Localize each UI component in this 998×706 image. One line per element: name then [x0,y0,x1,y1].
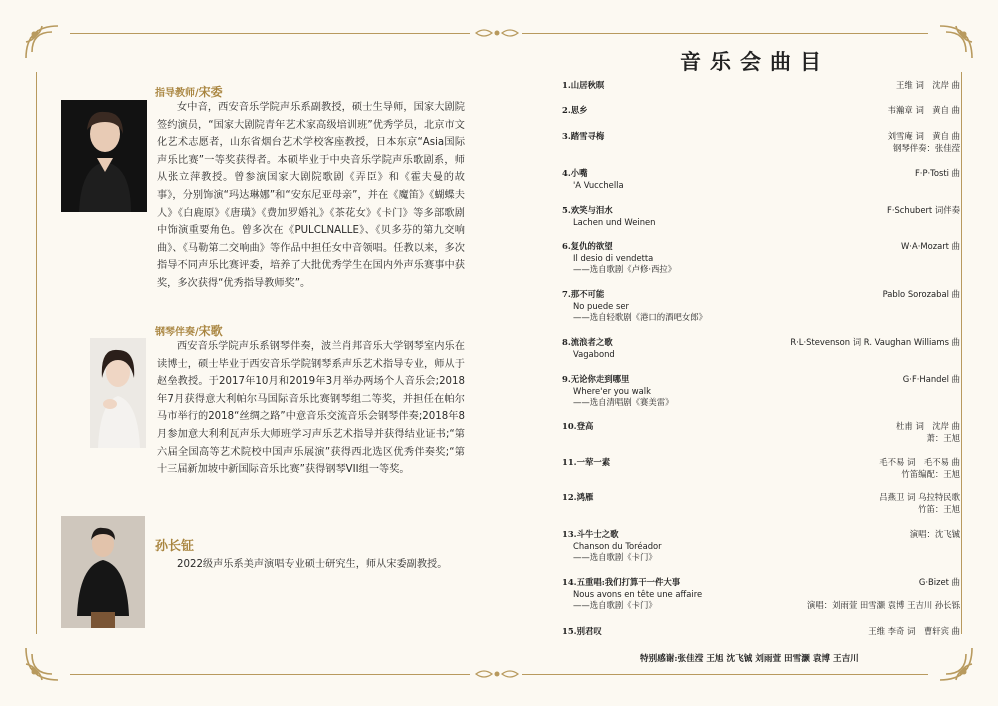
program-item-credits [790,337,960,349]
corner-ornament-bottom-right [936,644,976,684]
teacher-photo [61,100,147,212]
program-item-credit: 王维 词 沈岸 曲 [896,80,960,90]
program-item-credit: 王维 李奇 词 曹轩宾 曲 [868,626,960,636]
program-item-title: 9.无论你走到哪里 [562,374,630,384]
program-item-credit: G·F·Handel 曲 [902,374,960,384]
bottom-left-rule [70,674,470,675]
program-item-credit: 刘雪庵 词 黄自 曲 [887,131,960,141]
program-item-subtitle: No puede ser [573,300,629,311]
program-item [562,105,960,117]
right-rule [961,72,962,634]
program-item [562,168,960,191]
program-item-title: 8.流浪者之歌 [562,337,613,347]
program-item-subtitle: ——选自歌剧《卡门》 [573,600,657,610]
program-title: 音乐会曲目 [680,49,830,74]
program-item-credits [896,80,960,92]
teacher-role-label: 指导教师/ [155,88,199,99]
program-item-subtitle: ——选自歌剧《卢修·西拉》 [573,264,677,274]
program-item-credits [901,241,960,253]
program-item [562,421,960,443]
teacher-bio: 女中音，西安音乐学院声乐系副教授，硕士生导师，国家大剧院签约演员，“国家大剧院青年艺术家高级培训班”优秀学员，北京市文化艺术志愿者，山东省烟台艺术学校客座教授，日本东京“Asia国际声乐比赛”一等奖获得者。本硕毕业于中央音乐学院声乐歌剧系，师从张立萍教授。曾参演国家大剧院歌剧《弄臣》和《霍夫曼的故事》，分别饰演“玛达琳娜”和“安东尼亚母亲”，并在《魔笛》《蝴蝶夫人》《白鹿原》《唐璜》《费加罗婚礼》《茶花女》《卡门》等多部歌剧中饰演重要角色。曾多次在《PULCLNALLE》、《贝多芬的第九交响曲》、《马勒第二交响曲》等作品中担任女中音领唱。任教以来，多次指导不同声乐比赛评委，培养了大批优秀学生在国内外声乐赛事中获奖，多次获得“优秀指导教师奖”。 [157,102,465,289]
program-item-subtitle: Il desio di vendetta [573,252,654,263]
program-item-credit: 杜甫 词 沈岸 曲 [896,421,960,431]
top-left-rule [70,33,470,34]
program-item-title: 5.欢笑与泪水 [562,205,613,215]
program-item-credit: F·P·Tosti 曲 [914,168,960,178]
program-item-title: 7.那不可能 [562,289,605,299]
program-item-subtitle: Where'er you walk [573,385,651,396]
corner-ornament-top-left [22,22,62,62]
pianist-role [155,322,223,339]
program-item-credits [879,457,960,480]
program-item [562,492,960,514]
corner-ornament-top-right [936,22,976,62]
program-item-credit: R·L·Stevenson 词 R. Vaughan Williams 曲 [790,337,960,347]
program-item-credit: 演唱：沈飞铖 [909,529,960,539]
program-item-credits [868,626,960,638]
program-item [562,374,960,409]
teacher-name: 宋委 [198,85,223,99]
program-item [562,131,960,153]
program-item-title: 12.鸿雁 [562,492,594,502]
bottom-center-ornament [474,668,520,680]
program-item-credits [807,577,960,612]
pianist-role-label: 钢琴伴奏/ [155,327,199,338]
program-item-title: 2.思乡 [562,105,588,115]
program-item-credits [887,205,960,217]
bottom-right-rule [522,674,928,675]
program-item-credits [883,289,960,301]
program-item-credit: 竹笛编配：王旭 [901,468,960,479]
left-rule [36,72,37,634]
program-item-title: 1.山居秋暝 [562,80,605,90]
program-item-title: 11.一荤一素 [562,457,611,467]
program-item [562,205,960,228]
program-item-credits [888,131,960,154]
special-thanks: 特别感谢:张佳滢 王旭 沈飞铖 刘雨萱 田雪灏 袁博 王吉川 [640,654,859,664]
program-item-credits [879,492,960,515]
program-item [562,626,960,638]
program-item-credit: 吕燕卫 词 乌拉特民歌 [879,492,960,502]
program-item-credits [910,529,960,541]
program-item-subtitle: ——选自清唱剧《赛美雷》 [573,397,674,407]
program-item-credit: F·Schubert 词伴奏 [887,205,960,215]
program-item-title: 4.小嘴 [562,168,588,178]
top-center-ornament [474,27,520,39]
teacher-role [155,83,223,100]
program-item-title: 3.踏雪寻梅 [562,131,605,141]
program-item-title: 10.登高 [562,421,594,431]
program-item-credit: 演唱：刘雨萱 田雪灏 袁博 王吉川 孙长铄 [806,600,960,610]
program-item [562,289,960,324]
program-item-subtitle: Nous avons en tête une affaire [573,588,703,599]
program-item-credit: Pablo Sorozabal 曲 [882,289,960,299]
top-right-rule [522,33,928,34]
program-item-credit: 韦瀚章 词 黄自 曲 [887,105,960,115]
program-item [562,577,960,612]
program-item-credits [915,168,960,180]
program-item-credit: 竹笛：王旭 [918,503,960,514]
student-bio: 2022级声乐系美声演唱专业硕士研究生，师从宋委副教授。 [177,559,448,570]
program-item-subtitle: ——选自轻歌剧《港口的酒吧女郎》 [573,312,707,322]
program-item-title: 13.斗牛士之歌 [562,529,619,539]
program-item-subtitle: Lachen und Weinen [573,216,656,227]
program-item-credits [896,421,960,444]
program-item-credit [807,589,960,601]
program-item-subtitle: ——选自歌剧《卡门》 [573,552,657,562]
program-item-credits [903,374,960,386]
program-item-credit: 钢琴伴奏：张佳滢 [893,142,960,153]
pianist-name: 宋歌 [198,324,223,338]
program-item [562,337,960,360]
program-item [562,457,960,479]
program-item-credits [888,105,960,117]
student-name: 孙长钲 [155,539,195,554]
program-item-credit: 萧：王旭 [926,432,960,443]
student-photo [61,516,145,628]
corner-ornament-bottom-left [22,644,62,684]
program-item-title: 15.别君叹 [562,626,602,636]
pianist-photo [90,338,146,448]
program-item [562,80,960,92]
program-item-subtitle: Chanson du Toréador [573,540,662,551]
program-item-credit: 毛不易 词 毛不易 曲 [879,457,960,467]
program-item-credit: W·A·Mozart 曲 [901,241,960,251]
program-item-title: 6.复仇的欲望 [562,241,613,251]
program-item-subtitle: 'A Vucchella [573,179,624,190]
program-item-subtitle: Vagabond [573,348,615,359]
program-item [562,529,960,564]
pianist-bio: 西安音乐学院声乐系钢琴伴奏，波兰肖邦音乐大学钢琴室内乐在读博士，硕士毕业于西安音乐学院钢琴系声乐艺术指导专业，师从于赵垒教授。于2017年10月和2019年3月举办两场个人音乐会;2018年7月获得意大利帕尔马国际音乐比赛钢琴组二等奖，并担任在帕尔马市举行的2018“丝绸之路”中意音乐交流音乐会钢琴伴奏;2018年8月参加意大利利瓦声乐大师班学习声乐艺术指导并获得结业证书;“第六届全国高等艺术院校中国声乐展演”获得西北选区优秀伴奏奖;“第十三届新加坡中新国际音乐比赛”获得钢琴VII组一等奖。 [157,341,465,476]
program-item-credit: G·Bizet 曲 [918,577,960,587]
program-item [562,241,960,276]
program-item-title: 14.五重唱:我们打算干一件大事 [562,577,681,587]
